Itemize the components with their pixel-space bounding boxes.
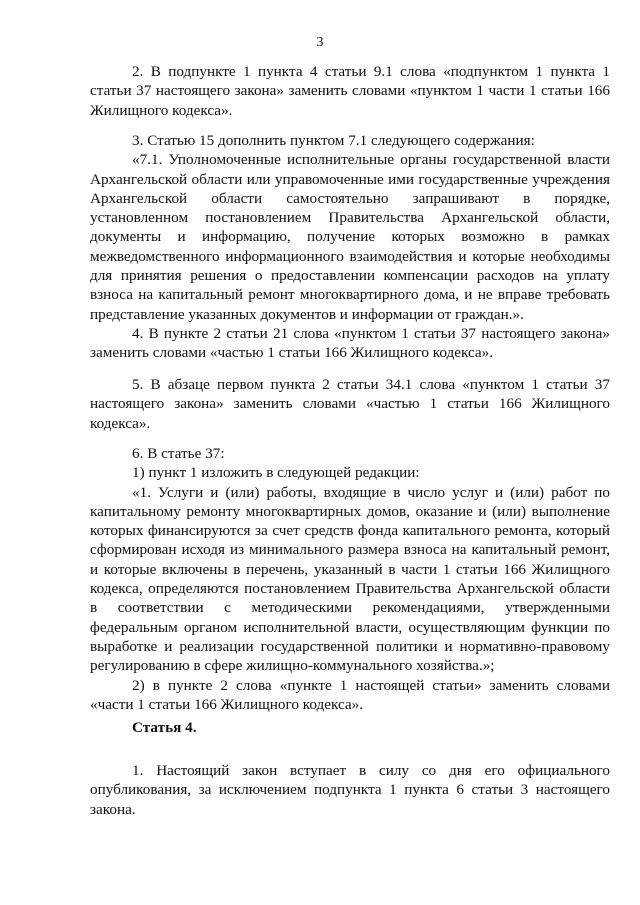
paragraph-text: 4. В пункте 2 статьи 21 слова «пунктом 1 статьи 37 настоящего закона» заменить словами «частью 1 статьи 166 Жилищного кодекса». xyxy=(90,325,610,362)
article-4-heading: Статья 4. xyxy=(132,719,197,736)
paragraph-item-4 xyxy=(90,324,610,363)
paragraph-text: 5. В абзаце первом пункта 2 статьи 34.1 слова «пунктом 1 статьи 37 настоящего закона» заменить словами «частью 1 статьи 166 Жилищного кодекса». xyxy=(90,376,610,432)
paragraph-intro: 6. В статье 37: xyxy=(132,445,225,462)
paragraph-item-6 xyxy=(90,444,610,714)
page-number: 3 xyxy=(316,35,324,50)
paragraph-item-2 xyxy=(90,62,610,120)
quoted-amendment: «7.1. Уполномоченные исполнительные органы государственной власти Архангельской области или управомоченные ими государственные учреждения Архангельской области самостоятельно запрашивают в порядке, установленном постановлением Правительства Архангельской области, документы и информацию, получение которых возможно в рамках межведомственного информационного взаимодействия и которые необходимы для принятия решения о предоставлении компенсации расходов на уплату взноса на капитальный ремонт многоквартирного дома, и не вправе требовать представление указанных документов и информации от граждан.». xyxy=(90,151,610,323)
article-heading xyxy=(90,718,610,737)
paragraph-intro: 3. Статью 15 дополнить пунктом 7.1 следующего содержания: xyxy=(132,132,535,149)
paragraph-text: 2. В подпункте 1 пункта 4 статьи 9.1 слова «подпунктом 1 пункта 1 статьи 37 настоящего закона» заменить словами «пунктом 1 части 1 статьи 166 Жилищного кодекса». xyxy=(90,63,610,119)
subparagraph-1: 1) пункт 1 изложить в следующей редакции: xyxy=(132,464,420,482)
subparagraph-2: 2) в пункте 2 слова «пункте 1 настоящей статьи» заменить словами «части 1 статьи 166 Жилищного кодекса». xyxy=(90,676,610,713)
article-4-paragraph-1 xyxy=(90,761,610,819)
paragraph-text: 1. Настоящий закон вступает в силу со дня его официального опубликования, за исключением подпункта 1 пункта 6 статьи 3 настоящего закона. xyxy=(90,762,610,818)
quoted-amendment: «1. Услуги и (или) работы, входящие в число услуг и (или) работ по капитальному ремонту многоквартирных домов, оказание и (или) выполнение которых финансируются за счет средств фонда капитального ремонта, который сформирован исходя из минимального размера взноса на капитальный ремонт, и которые включены в перечень, указанный в части 1 статьи 166 Жилищного кодекса, определяются постановлением Правительства Архангельской области в соответствии с методическими рекомендациями, утвержденными федеральным органом исполнительной власти, осуществляющим функции по выработке и реализации государственной политики и нормативно-правовому регулированию в сфере жилищно-коммунального хозяйства.»; xyxy=(90,483,610,675)
paragraph-item-3 xyxy=(90,131,610,324)
paragraph-item-5 xyxy=(90,375,610,433)
